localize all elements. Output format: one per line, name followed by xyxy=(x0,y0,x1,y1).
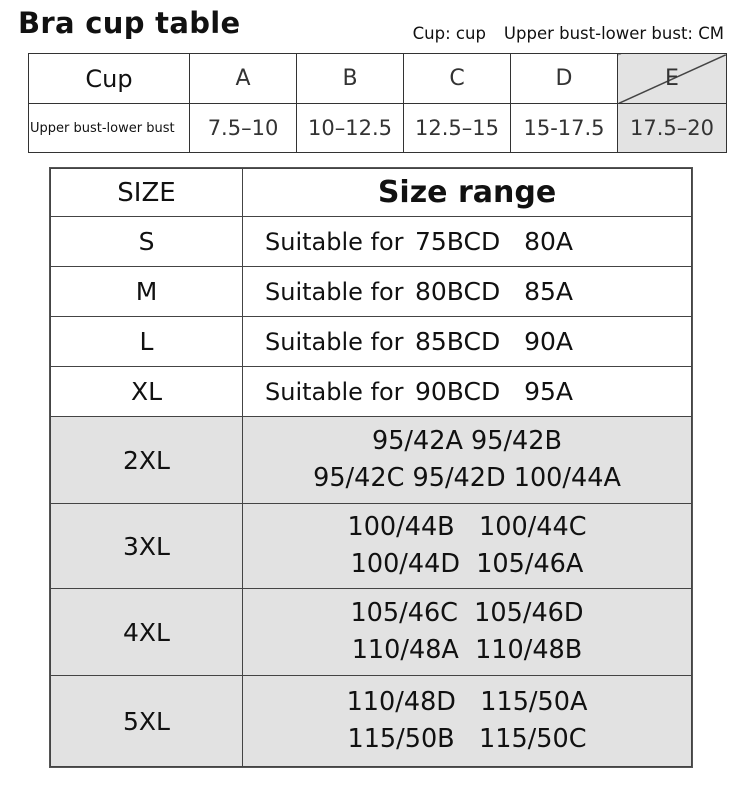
size-label: M xyxy=(51,267,243,317)
size-row xyxy=(51,217,692,267)
cup-header-row xyxy=(29,54,727,104)
size-table xyxy=(50,168,692,767)
range-line: 100/44B 100/44C xyxy=(347,512,587,542)
size-label: 2XL xyxy=(51,417,243,504)
cup-a: A xyxy=(190,54,297,104)
size-range xyxy=(243,417,692,504)
legend-unit: Upper bust-lower bust: CM xyxy=(503,24,724,43)
size-range xyxy=(243,267,692,317)
size-row xyxy=(51,676,692,767)
cup-c: C xyxy=(404,54,511,104)
cup-values-row xyxy=(29,104,727,153)
cup-value-d: 15-17.5 xyxy=(511,104,618,153)
size-row xyxy=(51,367,692,417)
size-range xyxy=(243,317,692,367)
range-line: 95/42C 95/42D 100/44A xyxy=(313,463,621,493)
size-range xyxy=(243,504,692,589)
size-label: L xyxy=(51,317,243,367)
legend xyxy=(413,24,724,43)
cup-d: D xyxy=(511,54,618,104)
range-prefix: Suitable for xyxy=(265,278,404,306)
size-label: 4XL xyxy=(51,589,243,676)
size-range xyxy=(243,676,692,767)
cup-b: B xyxy=(297,54,404,104)
range-codes: 90BCD 95A xyxy=(415,377,573,406)
size-label: S xyxy=(51,217,243,267)
range-line: 100/44D 105/46A xyxy=(350,549,584,579)
cup-value-c: 12.5–15 xyxy=(404,104,511,153)
size-range-header: Size range xyxy=(243,169,692,217)
cup-value-b: 10–12.5 xyxy=(297,104,404,153)
range-prefix: Suitable for xyxy=(265,228,404,256)
cup-e: E xyxy=(618,54,727,104)
range-codes: 80BCD 85A xyxy=(415,277,573,306)
legend-cup: Cup: cup xyxy=(412,24,486,43)
size-range xyxy=(243,217,692,267)
range-line: 110/48A 110/48B xyxy=(351,635,583,665)
size-row xyxy=(51,317,692,367)
range-prefix: Suitable for xyxy=(265,328,404,356)
size-range xyxy=(243,589,692,676)
size-header-row xyxy=(51,169,692,217)
range-line: 115/50B 115/50C xyxy=(347,724,587,754)
range-prefix: Suitable for xyxy=(265,378,404,406)
cup-table xyxy=(28,53,727,153)
cup-header-label: Cup xyxy=(29,54,190,104)
cup-value-e: 17.5–20 xyxy=(618,104,727,153)
page-title: Bra cup table xyxy=(18,6,241,40)
range-codes: 75BCD 80A xyxy=(415,227,573,256)
size-row xyxy=(51,417,692,504)
range-line: 105/46C 105/46D xyxy=(350,598,584,628)
size-header: SIZE xyxy=(51,169,243,217)
size-label: 3XL xyxy=(51,504,243,589)
range-line: 110/48D 115/50A xyxy=(346,687,588,717)
size-row xyxy=(51,504,692,589)
range-line: 95/42A 95/42B xyxy=(371,426,563,456)
cup-row-label: Upper bust-lower bust xyxy=(29,104,190,153)
range-codes: 85BCD 90A xyxy=(415,327,573,356)
size-range xyxy=(243,367,692,417)
cup-value-a: 7.5–10 xyxy=(190,104,297,153)
size-row xyxy=(51,267,692,317)
size-label: 5XL xyxy=(51,676,243,767)
size-label: XL xyxy=(51,367,243,417)
size-row xyxy=(51,589,692,676)
